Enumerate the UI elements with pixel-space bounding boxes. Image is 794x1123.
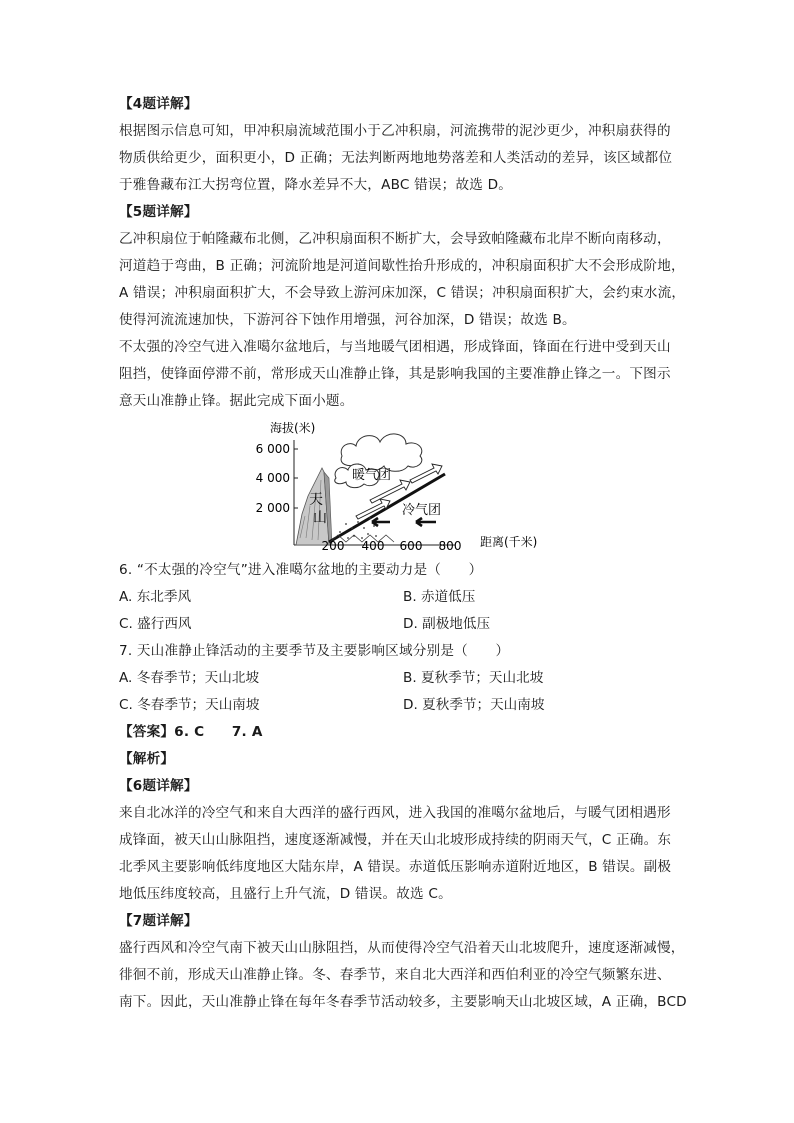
q7-analysis-line-1: 盛行西风和冷空气南下被天山山脉阻挡，从而使得冷空气沿着天山北坡爬升，速度逐渐减慢， — [119, 940, 685, 956]
q5-text-line-4: 使得河流流速加快，下游河谷下蚀作用增强，河谷加深，D 错误；故选 B。 — [119, 312, 576, 328]
q6-analysis-line-1: 来自北冰洋的冷空气和来自大西洋的盛行西风，进入我国的准噶尔盆地后，与暖气团相遇形 — [119, 805, 671, 821]
q6-analysis-line-3: 北季风主要影响低纬度地区大陆东岸，A 错误。赤道低压影响赤道附近地区，B 错误。副极 — [119, 859, 672, 875]
q5-text-line-1: 乙冲积扇位于帕隆藏布北侧，乙冲积扇面积不断扩大，会导致帕隆藏布北岸不断向南移动， — [119, 231, 671, 247]
y-axis-label: 海拔(米) — [270, 421, 316, 435]
q7-analysis-line-3: 南下。因此，天山准静止锋在每年冬春季节活动较多，主要影响天山北坡区域，A 正确，BCD — [119, 994, 687, 1010]
q7-analysis-line-2: 徘徊不前，形成天山准静止锋。冬、春季节，来自北大西洋和西伯利亚的冷空气频繁东进、 — [119, 967, 671, 983]
q5-heading: 【5题详解】 — [119, 204, 198, 220]
q4-text-line-3: 于雅鲁藏布江大拐弯位置，降水差异不大，ABC 错误；故选 D。 — [119, 177, 513, 193]
q6-analysis-line-4: 地低压纬度较高，且盛行上升气流，D 错误。故选 C。 — [119, 886, 452, 902]
x-axis-label: 距离(千米) — [480, 535, 538, 549]
q6-option-d: D. 副极地低压 — [403, 616, 491, 632]
q5-text-line-3: A 错误；冲积扇面积扩大，不会导致上游河床加深，C 错误；冲积扇面积扩大，会约束水流， — [119, 285, 686, 301]
x-tick-label: 200 — [321, 539, 345, 553]
q6-analysis-line-2: 成锋面，被天山山脉阻挡，速度逐渐减慢，并在天山北坡形成持续的阴雨天气，C 正确。东 — [119, 832, 672, 848]
question-6: 6. “不太强的冷空气”进入准噶尔盆地的主要动力是（ ） — [119, 562, 483, 578]
intro-line-1: 不太强的冷空气进入准噶尔盆地后，与当地暖气团相遇，形成锋面，锋面在行进中受到天山 — [119, 339, 671, 355]
question-7: 7. 天山准静止锋活动的主要季节及主要影响区域分别是（ ） — [119, 643, 510, 659]
x-tick-label: 400 — [361, 539, 385, 553]
analysis-heading: 【解析】 — [119, 751, 175, 767]
q7-option-b: B. 夏秋季节；天山北坡 — [403, 670, 544, 686]
y-tick-label: 2 000 — [255, 501, 290, 515]
intro-line-2: 阻挡，使锋面停滞不前，常形成天山准静止锋，其是影响我国的主要准静止锋之一。下图示 — [119, 366, 671, 382]
q6-option-b: B. 赤道低压 — [403, 589, 476, 605]
x-tick-label: 600 — [399, 539, 423, 553]
q6-option-a: A. 东北季风 — [119, 589, 192, 605]
answer-line: 【答案】6. C 7. A — [119, 724, 263, 740]
q7-analysis-heading: 【7题详解】 — [119, 913, 198, 929]
q7-option-d: D. 夏秋季节；天山南坡 — [403, 697, 545, 713]
q6-option-c: C. 盛行西风 — [119, 616, 192, 632]
x-tick-label: 800 — [438, 539, 462, 553]
cold-air-mass-label: 冷气团 — [402, 503, 442, 518]
q6-analysis-heading: 【6题详解】 — [119, 778, 198, 794]
cold-air-arrow — [372, 518, 390, 526]
stationary-front-figure — [250, 418, 550, 556]
mountain-label-1: 天 — [309, 492, 323, 508]
intro-line-3: 意天山准静止锋。据此完成下面小题。 — [119, 393, 354, 409]
q4-text-line-1: 根据图示信息可知，甲冲积扇流域范围小于乙冲积扇，河流携带的泥沙更少，冲积扇获得的 — [119, 123, 671, 139]
q7-option-a: A. 冬春季节；天山北坡 — [119, 670, 260, 686]
y-tick-label: 4 000 — [255, 471, 290, 485]
warm-air-mass-label: 暖气团 — [352, 468, 392, 483]
q7-option-c: C. 冬春季节；天山南坡 — [119, 697, 260, 713]
mountain-label-2: 山 — [313, 510, 327, 526]
y-tick-label: 6 000 — [255, 442, 290, 456]
q4-heading: 【4题详解】 — [119, 96, 198, 112]
cold-air-arrow — [416, 518, 436, 526]
q4-text-line-2: 物质供给更少，面积更小，D 正确；无法判断两地地势落差和人类活动的差异，该区域都位 — [119, 150, 673, 166]
q5-text-line-2: 河道趋于弯曲，B 正确；河流阶地是河道间歇性抬升形成的，冲积扇面积扩大不会形成阶地， — [119, 258, 685, 274]
